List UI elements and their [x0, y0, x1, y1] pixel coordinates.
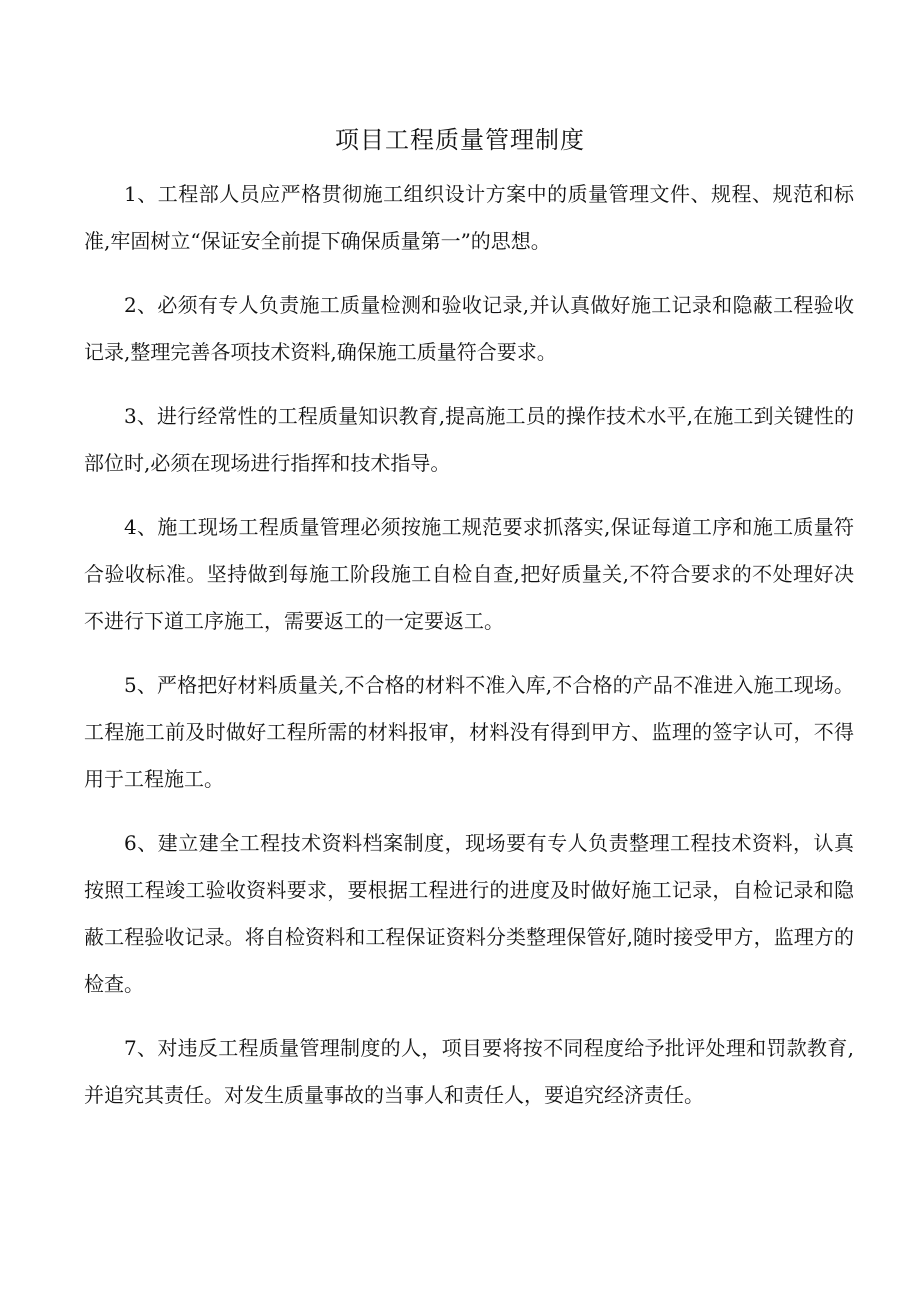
paragraph-2: 2、必须有专人负责施工质量检测和验收记录,并认真做好施工记录和隐蔽工程验收记录,整理完善各项技术资料,确保施工质量符合要求。 — [84, 293, 854, 364]
paragraph-4: 4、施工现场工程质量管理必须按施工规范要求抓落实,保证每道工序和施工质量符合验收标准。坚持做到每施工阶段施工自检自查,把好质量关,不符合要求的不处理好决不进行下道工序施工，需要返工的一定要返工。 — [84, 515, 854, 633]
page-title: 项目工程质量管理制度 — [335, 126, 585, 154]
paragraph-3: 3、进行经常性的工程质量知识教育,提高施工员的操作技术水平,在施工到关键性的部位时,必须在现场进行指挥和技术指导。 — [84, 404, 854, 475]
document-body — [84, 171, 854, 1136]
paragraph-7: 7、对违反工程质量管理制度的人，项目要将按不同程度给予批评处理和罚款教育,并追究其责任。对发生质量事故的当事人和责任人，要追究经济责任。 — [84, 1036, 854, 1107]
paragraph-5: 5、严格把好材料质量关,不合格的材料不准入库,不合格的产品不准进入施工现场。工程施工前及时做好工程所需的材料报审，材料没有得到甲方、监理的签字认可，不得用于工程施工。 — [84, 673, 854, 791]
paragraph-1: 1、工程部人员应严格贯彻施工组织设计方案中的质量管理文件、规程、规范和标准,牢固树立“保证安全前提下确保质量第一”的思想。 — [84, 182, 854, 253]
paragraph-6: 6、建立建全工程技术资料档案制度，现场要有专人负责整理工程技术资料，认真按照工程竣工验收资料要求，要根据工程进行的进度及时做好施工记录，自检记录和隐蔽工程验收记录。将自检资料和工程保证资料分类整理保管好,随时接受甲方，监理方的检查。 — [84, 831, 854, 996]
